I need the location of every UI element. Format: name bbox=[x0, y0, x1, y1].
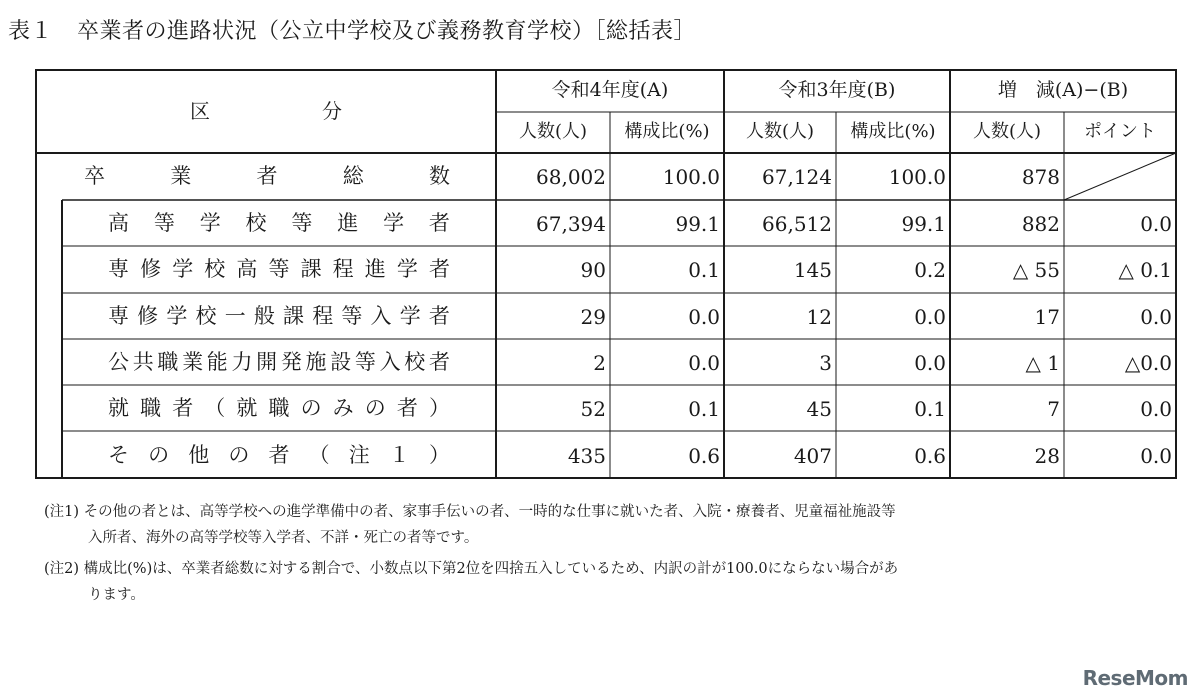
table-number: 表１ bbox=[8, 19, 54, 44]
subheader-diff-count: 人数(人) bbox=[972, 121, 1042, 142]
row-4-r4-ratio: 0.0 bbox=[688, 351, 720, 375]
row-2-r4-ratio: 0.1 bbox=[688, 258, 720, 282]
header-category-char-1: 区 bbox=[190, 99, 210, 123]
header-r3: 令和3年度(B) bbox=[778, 79, 896, 101]
total-r3-count: 67,124 bbox=[762, 165, 832, 189]
row-2-r3-ratio: 0.2 bbox=[914, 258, 946, 282]
row-3-r4-count: 29 bbox=[580, 305, 606, 329]
row-1-r4-ratio: 99.1 bbox=[675, 212, 720, 236]
subheader-r4-ratio: 構成比(%) bbox=[624, 121, 710, 142]
row-6-label: そ の 他 の 者 （ 注 １ ） bbox=[108, 443, 450, 467]
row-1-diff-count: 882 bbox=[1021, 212, 1060, 236]
row-3-r4-ratio: 0.0 bbox=[688, 305, 720, 329]
row-2-label: 専 修 学 校 高 等 課 程 進 学 者 bbox=[108, 257, 450, 281]
row-5-r3-ratio: 0.1 bbox=[914, 397, 946, 421]
row-6-diff-point: 0.0 bbox=[1140, 444, 1172, 468]
subheader-diff-point: ポイント bbox=[1084, 121, 1156, 142]
row-6-r3-count: 407 bbox=[793, 444, 832, 468]
row-1-r3-ratio: 99.1 bbox=[901, 212, 946, 236]
row-6-diff-count: 28 bbox=[1034, 444, 1060, 468]
row-3-diff-count: 17 bbox=[1034, 305, 1060, 329]
row-4-r4-count: 2 bbox=[593, 351, 606, 375]
row-5-diff-count: 7 bbox=[1047, 397, 1060, 421]
row-5-r3-count: 45 bbox=[806, 397, 832, 421]
header-diff: 増 減(A)−(B) bbox=[997, 79, 1129, 101]
row-4-r3-count: 3 bbox=[819, 351, 832, 375]
table-title-text: 卒業者の進路状況（公立中学校及び義務教育学校）［総括表］ bbox=[77, 19, 697, 44]
row-4-label: 公 共 職 業 能 力 開 発 施 設 等 入 校 者 bbox=[108, 350, 450, 374]
row-1-r3-count: 66,512 bbox=[762, 212, 832, 236]
row-4-diff-point: △0.0 bbox=[1124, 351, 1172, 375]
row-5-diff-point: 0.0 bbox=[1140, 397, 1172, 421]
note-1-line-1: (注1) その他の者とは、高等学校への進学準備中の者、家事手伝いの者、一時的な仕事に就いた者、入院・療養者、児童福祉施設等 bbox=[44, 504, 896, 520]
row-3-diff-point: 0.0 bbox=[1140, 305, 1172, 329]
note-1-line-2: 入所者、海外の高等学校等入学者、不詳・死亡の者等です。 bbox=[88, 530, 479, 546]
row-2-diff-count: △ 55 bbox=[1012, 258, 1060, 282]
subheader-r3-count: 人数(人) bbox=[745, 121, 815, 142]
header-r4: 令和4年度(A) bbox=[551, 79, 669, 101]
row-3-r3-ratio: 0.0 bbox=[914, 305, 946, 329]
row-3-r3-count: 12 bbox=[806, 305, 832, 329]
row-4-r3-ratio: 0.0 bbox=[914, 351, 946, 375]
row-3-label: 専 修 学 校 一 般 課 程 等 入 学 者 bbox=[108, 304, 450, 328]
note-2-line-2: ります。 bbox=[88, 587, 145, 603]
row-1-r4-count: 67,394 bbox=[536, 212, 606, 236]
total-r4-ratio: 100.0 bbox=[662, 165, 720, 189]
header-category-char-2: 分 bbox=[322, 99, 342, 123]
table-title bbox=[8, 14, 696, 45]
row-1-diff-point: 0.0 bbox=[1140, 212, 1172, 236]
row-2-r4-count: 90 bbox=[580, 258, 606, 282]
row-6-r4-ratio: 0.6 bbox=[688, 444, 720, 468]
total-r4-count: 68,002 bbox=[536, 165, 606, 189]
resemom-logo: ReseMom bbox=[1082, 666, 1188, 690]
subheader-r3-ratio: 構成比(%) bbox=[850, 121, 936, 142]
total-r3-ratio: 100.0 bbox=[888, 165, 946, 189]
row-6-r3-ratio: 0.6 bbox=[914, 444, 946, 468]
row-1-label: 高 等 学 校 等 進 学 者 bbox=[108, 211, 450, 235]
row-5-label: 就 職 者 （ 就 職 の み の 者 ） bbox=[108, 396, 450, 420]
row-6-r4-count: 435 bbox=[567, 444, 606, 468]
total-diff-count: 878 bbox=[1021, 165, 1060, 189]
row-4-diff-count: △ 1 bbox=[1025, 351, 1060, 375]
row-5-r4-count: 52 bbox=[580, 397, 606, 421]
subheader-r4-count: 人数(人) bbox=[518, 121, 588, 142]
row-2-diff-point: △ 0.1 bbox=[1118, 258, 1172, 282]
row-5-r4-ratio: 0.1 bbox=[688, 397, 720, 421]
note-2-line-1: (注2) 構成比(%)は、卒業者総数に対する割合で、小数点以下第2位を四捨五入しているため、内訳の計が100.0にならない場合があ bbox=[44, 561, 899, 577]
row-2-r3-count: 145 bbox=[793, 258, 832, 282]
total-row-label: 卒 業 者 総 数 bbox=[84, 164, 450, 188]
